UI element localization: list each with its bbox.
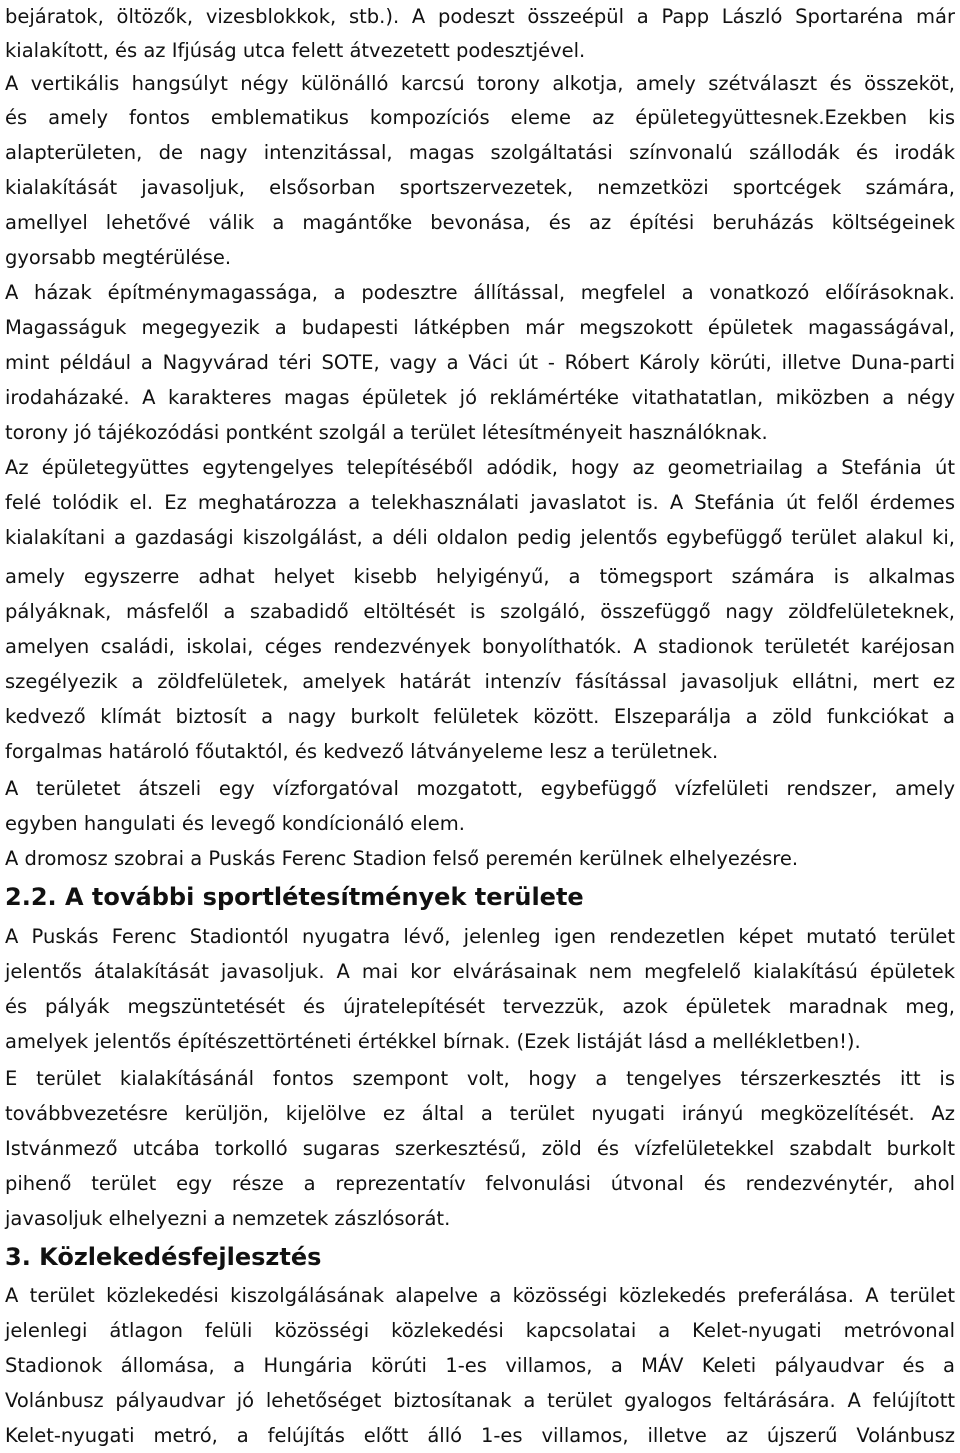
text-line: javasoljuk elhelyezni a nemzetek zászlósorát. [5, 1207, 451, 1230]
text-line: amelyek jelentős építészettörténeti értékkel bírnak. (Ezek listáját lásd a mellékletben!). [5, 1030, 861, 1053]
text-line: irodaházaké. A karakteres magas épületek jó reklámértéke vitathatatlan, miközben a négy [5, 386, 955, 409]
text-line: továbbvezetésre kerüljön, kijelölve ez által a terület nyugati irányú megközelítését. Az [5, 1102, 955, 1125]
text-line: forgalmas határoló főutaktól, és kedvező látványeleme lesz a területnek. [5, 740, 719, 763]
text-line: Az épületegyüttes egytengelyes telepítéséből adódik, hogy az geometriailag a Stefánia út [5, 456, 955, 479]
text-line: Magasságuk megegyezik a budapesti látképben már megszokott épületek magasságával, [5, 316, 955, 339]
text-line: jelenlegi átlagon felüli közösségi közlekedési kapcsolatai a Kelet-nyugati metróvonal [5, 1319, 955, 1342]
text-line: A terület közlekedési kiszolgálásának alapelve a közösségi közlekedés preferálása. A terület [5, 1284, 955, 1307]
text-line: mint például a Nagyvárad téri SOTE, vagy a Váci út - Róbert Károly körúti, illetve Duna-parti [5, 351, 955, 374]
text-line: kialakított, és az Ifjúság utca felett átvezetett podesztjével. [5, 39, 586, 62]
text-line: felé tolódik el. Ez meghatározza a telekhasználati javaslatot is. A Stefánia út felől érdemes [5, 491, 955, 514]
text-line: Stadionok állomása, a Hungária körúti 1-es villamos, a MÁV Keleti pályaudvar és a [5, 1354, 955, 1377]
text-line: amely egyszerre adhat helyet kisebb helyigényű, a tömegsport számára is alkalmas [5, 565, 955, 588]
text-line: bejáratok, öltözők, vizesblokkok, stb.). A podeszt összeépül a Papp László Sportaréna már [5, 5, 955, 28]
text-line: amelyen családi, iskolai, céges rendezvények bonyolíthatók. A stadionok területét karéjosan [5, 635, 955, 658]
text-line: egyben hangulati és levegő kondícionáló elem. [5, 812, 465, 835]
text-line: jelentős átalakítását javasoljuk. A mai kor elvárásainak nem megfelelő kialakítású épületek [5, 960, 955, 983]
text-line: kedvező klímát biztosít a nagy burkolt felületek között. Elszeparálja a zöld funkciókat a [5, 705, 955, 728]
text-line: A házak építménymagassága, a podesztre állítással, megfelel a vonatkozó előírásoknak. [5, 281, 955, 304]
text-line: pihenő terület egy része a reprezentatív felvonulási útvonal és rendezvénytér, ahol [5, 1172, 955, 1195]
text-line: E terület kialakításánál fontos szempont volt, hogy a tengelyes térszerkesztés itt is [5, 1067, 955, 1090]
text-line: A területet átszeli egy vízforgatóval mozgatott, egybefüggő vízfelületi rendszer, amely [5, 777, 955, 800]
section-heading-3: 3. Közlekedésfejlesztés [5, 1243, 322, 1271]
text-line: Kelet-nyugati metró, a felújítás előtt álló 1-es villamos, illetve az újszerű Volánbusz [5, 1424, 955, 1447]
text-line: A vertikális hangsúlyt négy különálló karcsú torony alkotja, amely szétválaszt és összeköt, [5, 72, 955, 95]
text-line: Istvánmező utcába torkolló sugaras szerkesztésű, zöld és vízfelületekkel szabdalt burkolt [5, 1137, 955, 1160]
text-line: szegélyezik a zöldfelületek, amelyek határát intenzív fásítással javasoljuk ellátni, mert ez [5, 670, 955, 693]
text-line: Volánbusz pályaudvar jó lehetőséget biztosítanak a terület gyalogos feltárására. A felújított [5, 1389, 955, 1412]
text-line: alapterületen, de nagy intenzitással, magas szolgáltatási színvonalú szállodák és irodák [5, 141, 955, 164]
section-heading-2-2: 2.2. A további sportlétesítmények területe [5, 883, 584, 911]
text-line: gyorsabb megtérülése. [5, 246, 232, 269]
text-line: és pályák megszüntetését és újratelepítését tervezzük, azok épületek maradnak meg, [5, 995, 955, 1018]
text-line: A dromosz szobrai a Puskás Ferenc Stadion felső peremén kerülnek elhelyezésre. [5, 847, 799, 870]
text-line: A Puskás Ferenc Stadiontól nyugatra lévő, jelenleg igen rendezetlen képet mutató terület [5, 925, 955, 948]
text-line: kialakítását javasoljuk, elsősorban sportszervezetek, nemzetközi sportcégek számára, [5, 176, 955, 199]
text-line: pályáknak, másfelől a szabadidő eltöltését is szolgáló, összefüggő nagy zöldfelületeknek, [5, 600, 955, 623]
text-line: és amely fontos emblematikus kompozíciós eleme az épületegyüttesnek.Ezekben kis [5, 106, 955, 129]
text-line: kialakítani a gazdasági kiszolgálást, a déli oldalon pedig jelentős egybefüggő terület alakul ki, [5, 526, 955, 549]
text-line: torony jó tájékozódási pontként szolgál a terület létesítményeit használóknak. [5, 421, 768, 444]
text-line: amellyel lehetővé válik a magántőke bevonása, és az építési beruházás költségeinek [5, 211, 955, 234]
